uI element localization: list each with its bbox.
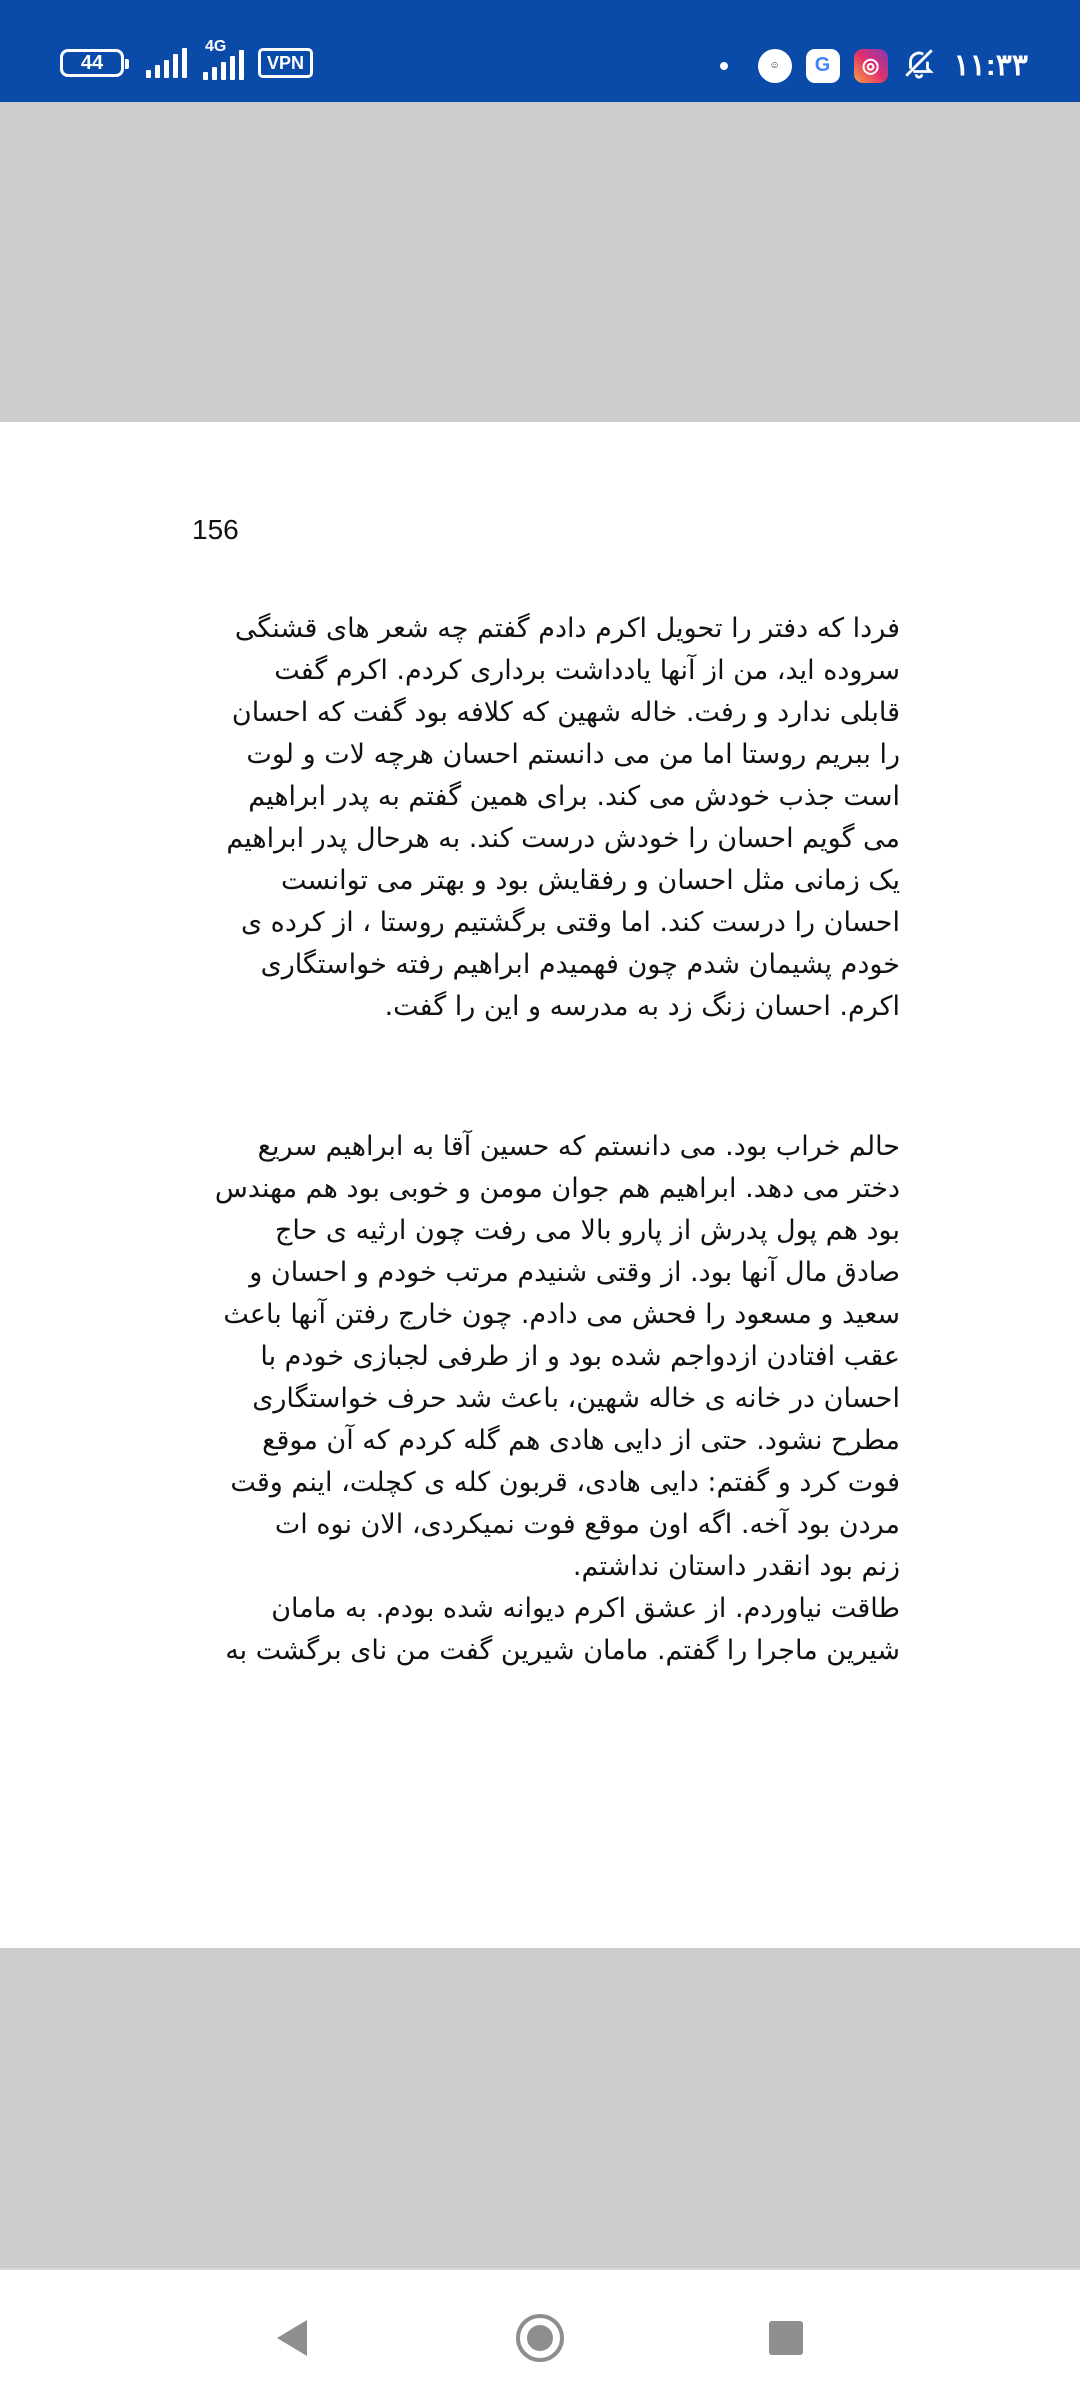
google-icon: G [806, 49, 840, 83]
text-line: فردا که دفتر را تحویل اکرم دادم گفتم چه شعر های قشنگی [234, 613, 900, 644]
vpn-badge: VPN [258, 48, 313, 78]
text-line: دختر می دهد. ابراهیم هم جوان مومن و خوبی بود هم مهندس [214, 1173, 900, 1204]
text-line: مردن بود آخه. اگه اون موقع فوت نمیکردی، الان نوه ات [274, 1509, 900, 1540]
kikoo-icon: ☺ [758, 49, 792, 83]
back-icon [277, 2320, 307, 2356]
text-line: احسان را درست کند. اما وقتی برگشتیم روستا ، از کرده ی [240, 907, 900, 938]
status-right-group [720, 46, 1028, 85]
text-line: عقب افتادن ازدواجم شده بود و از طرفی لجبازی خودم با [260, 1341, 900, 1372]
battery-level: 44 [80, 51, 104, 74]
network-4g-indicator [201, 38, 244, 80]
text-line: یک زمانی مثل احسان و رفقایش بود و بهتر می توانست [280, 865, 900, 896]
text-line: حالم خراب بود. می دانستم که حسین آقا به ابراهیم سریع [257, 1131, 900, 1162]
text-line: شیرین ماجرا را گفتم. مامان شیرین گفت من نای برگشت به [225, 1635, 900, 1666]
text-line: احسان در خانه ی خاله شهین، باعث شد حرف خواستگاری [252, 1383, 900, 1414]
book-page[interactable] [0, 422, 1080, 1948]
battery-icon [60, 49, 124, 77]
instagram-icon: ◎ [854, 49, 888, 83]
text-line: سعید و مسعود را فحش می دادم. چون خارج رفتن آنها باعث [223, 1299, 900, 1330]
status-left-group [60, 38, 313, 80]
page-number: 156 [192, 514, 239, 545]
text-line: صادق مال آنها بود. از وقتی شنیدم مرتب خودم و احسان و [249, 1257, 900, 1288]
text-line: اکرم. احسان زنگ زد به مدرسه و این را گفت. [384, 991, 900, 1022]
text-line: است جذب خودش می کند. برای همین گفتم به پدر ابراهیم [248, 781, 900, 812]
text-line: می گویم احسان را خودش درست کند. به هرحال پدر ابراهیم [226, 823, 900, 854]
navigation-bar [0, 2270, 1080, 2400]
recent-apps-button[interactable] [756, 2310, 816, 2366]
text-line: طاقت نیاوردم. از عشق اکرم دیوانه شده بودم. به مامان [271, 1593, 900, 1624]
text-line: قابلی ندارد و رفت. خاله شهین که کلافه بود گفت که احسان [231, 697, 900, 728]
network-type-label: 4G [205, 38, 227, 55]
text-line: زنم بود انقدر داستان نداشتم. [572, 1551, 900, 1582]
muted-bell-icon [902, 46, 936, 85]
back-button[interactable] [262, 2310, 322, 2366]
paragraph-1 [190, 608, 900, 1028]
home-icon [516, 2314, 564, 2362]
recent-apps-icon [769, 2321, 803, 2355]
text-line: بود هم پول پدرش از پارو بالا می رفت چون ارثیه ی حاج [275, 1215, 900, 1246]
signal-strength-icon [146, 48, 187, 78]
notification-dot-icon [720, 62, 728, 70]
text-line: خودم پشیمان شدم چون فهمیدم ابراهیم رفته خواستگاری [260, 949, 900, 980]
status-bar [0, 0, 1080, 102]
text-line: سروده اید، من از آنها یادداشت برداری کردم. اکرم گفت [274, 655, 900, 686]
text-line: را ببریم روستا اما من می دانستم احسان هرچه لات و لوت [246, 739, 900, 770]
text-line: فوت کرد و گفتم: دایی هادی، قربون کله ی کچلت، اینم وقت [230, 1467, 900, 1498]
text-line: مطرح نشود. حتی از دایی هادی هم گله کردم که آن موقع [262, 1425, 900, 1456]
clock-time: ۱۱:۳۳ [953, 49, 1028, 82]
home-button[interactable] [510, 2310, 570, 2366]
paragraph-2 [190, 1126, 900, 1672]
